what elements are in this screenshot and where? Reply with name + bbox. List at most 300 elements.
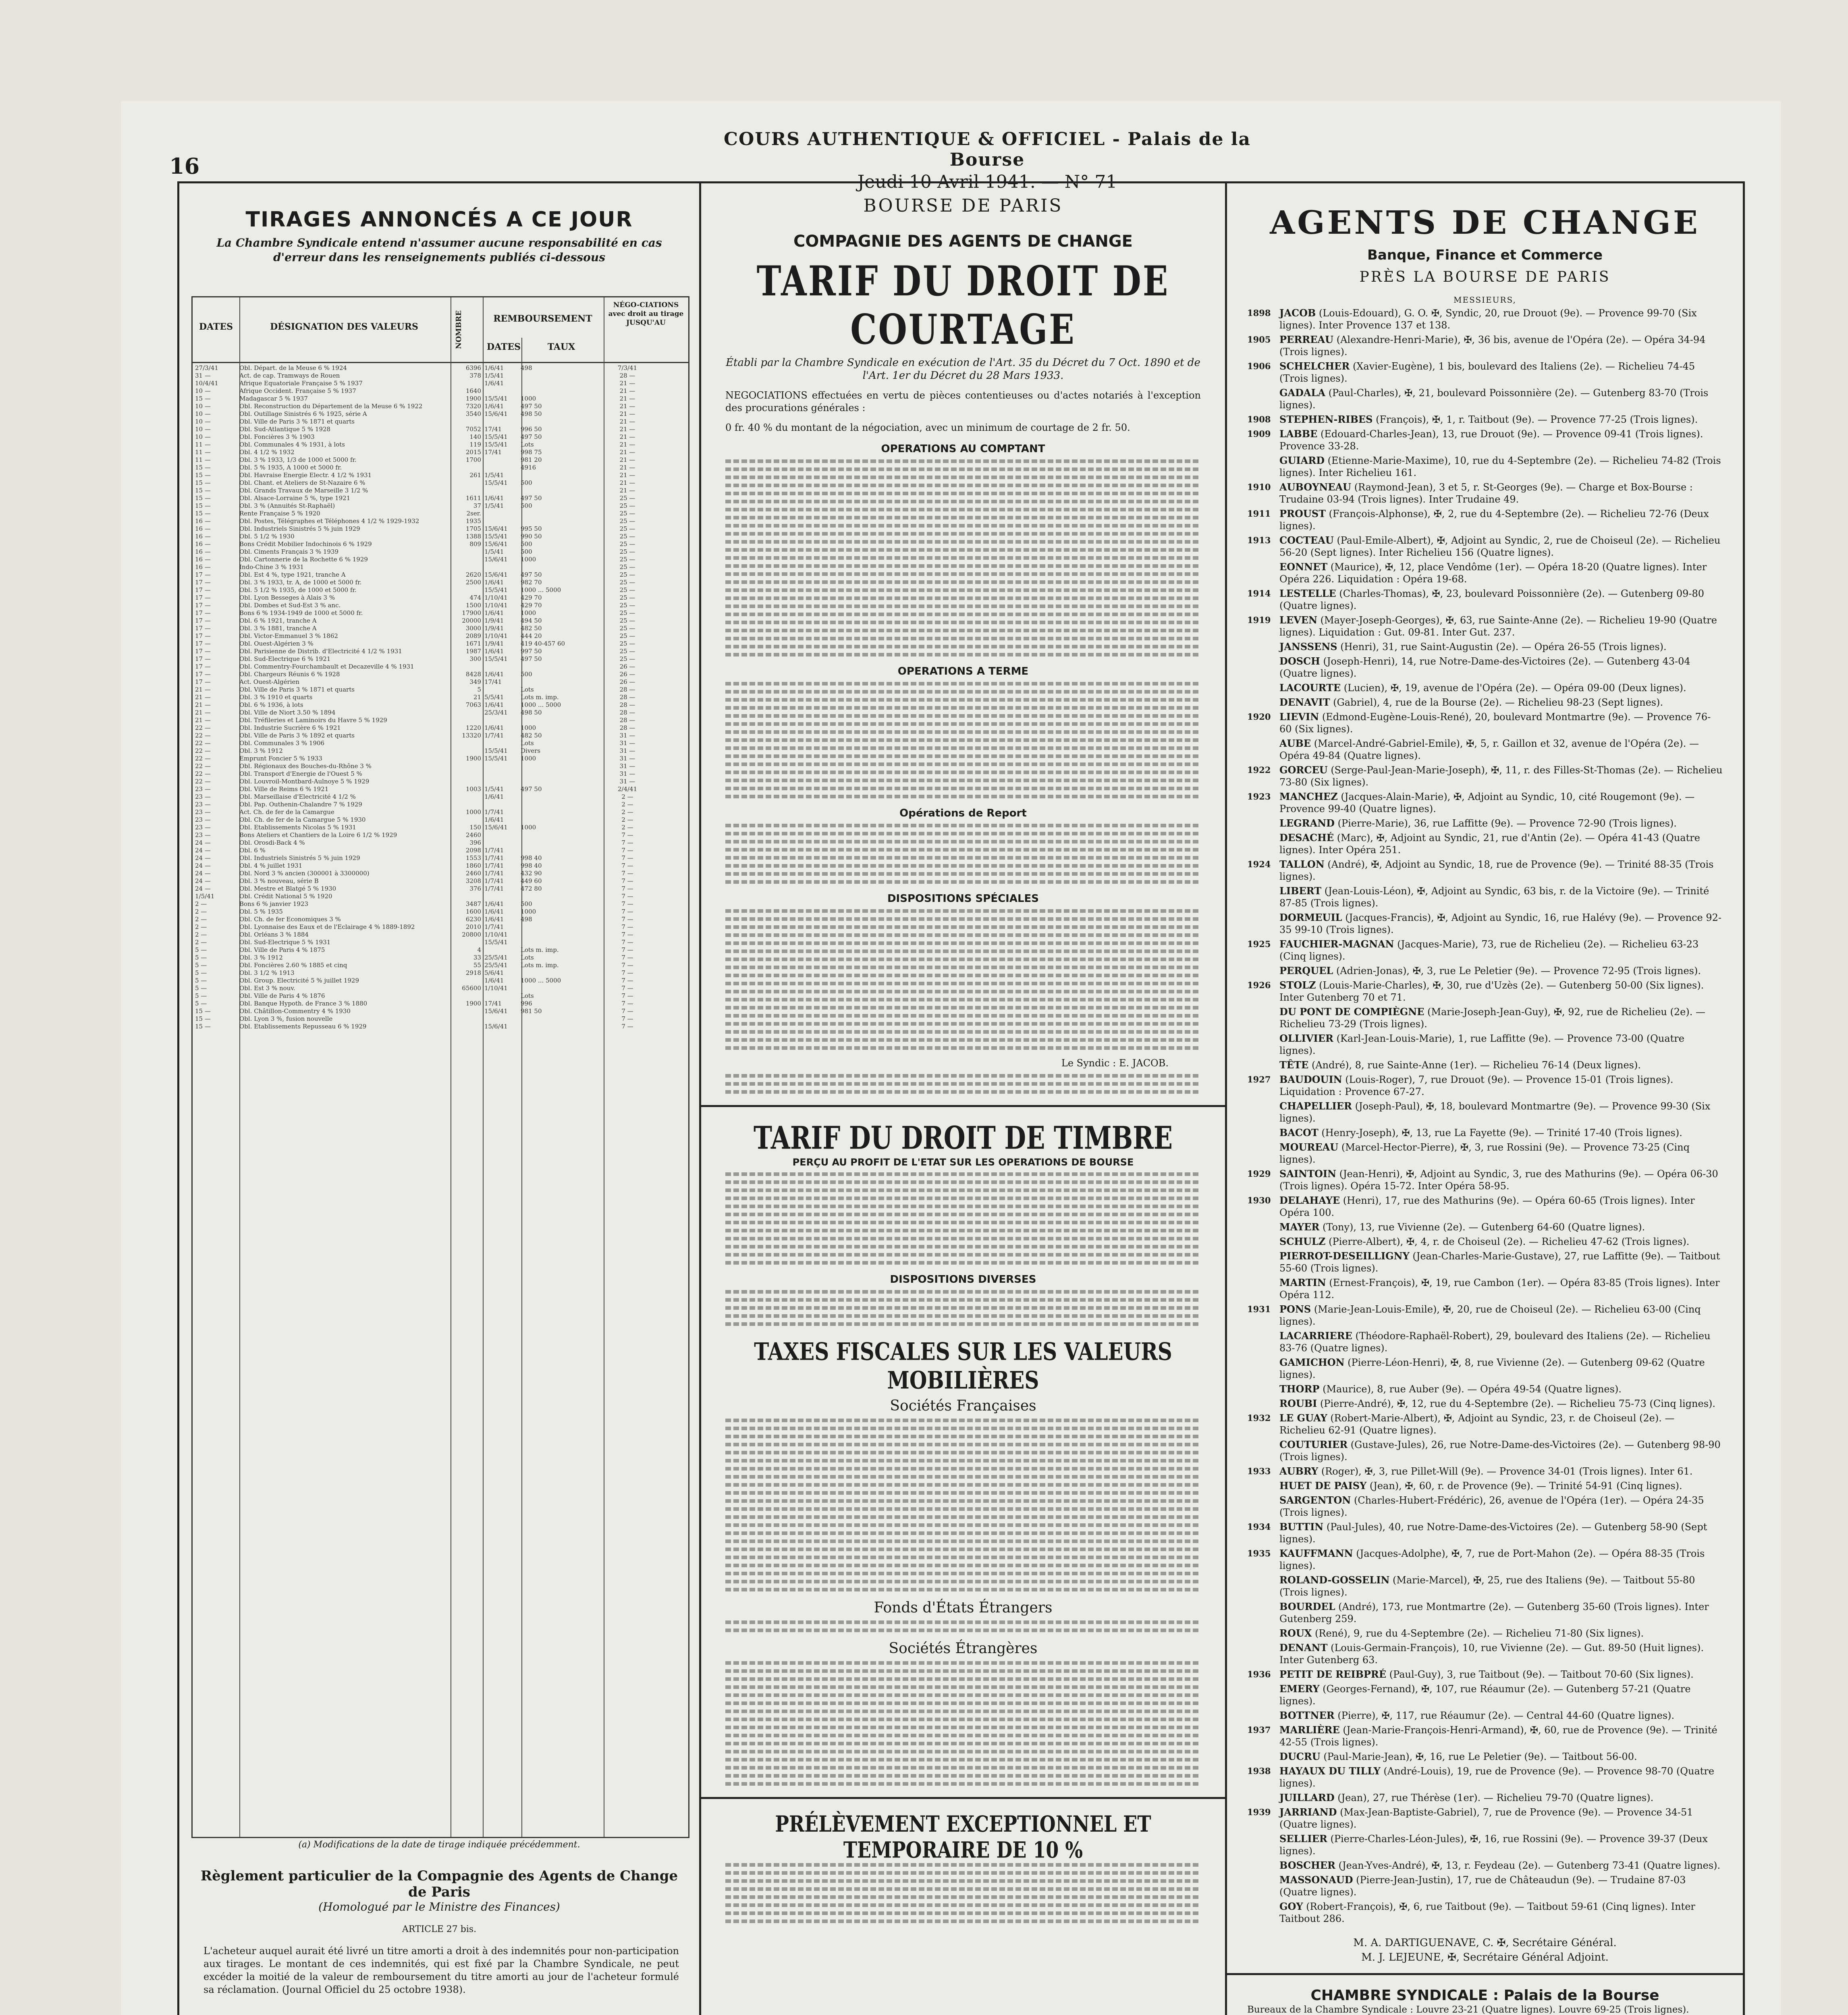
agent-year <box>1247 1277 1279 1301</box>
cell-designation: Obl. Cartonnerie de la Rochette 6 % 1929 <box>239 556 368 563</box>
agent-name: DOSCH <box>1279 655 1320 667</box>
cell-date: 15 — <box>195 464 211 471</box>
cell-nombre <box>449 487 484 494</box>
cell-rb-date: 15/6/41 <box>484 1023 508 1030</box>
agent-name: BACOT <box>1279 1127 1319 1138</box>
agent-details: (Louis-Germain-François), 10, rue Vivienne (2e). — Gut. 89-50 (Huit lignes). Inter Gutenberg 63. <box>1279 1642 1704 1666</box>
agent-details: (Edmond-Eugène-Louis-René), 20, boulevard Montmartre (9e). — Provence 76-60 (Six lignes). <box>1279 711 1711 735</box>
agent-year <box>1247 1383 1279 1395</box>
cell-designation: Obl. Chant. et Ateliers de St-Nazaire 6 % <box>239 479 365 486</box>
agent-name: GUIARD <box>1279 455 1325 466</box>
agent-year: 1925 <box>1247 939 1271 949</box>
table-row <box>193 395 688 403</box>
agent-year <box>1247 455 1279 479</box>
cell-negociations: 25 — <box>619 494 635 502</box>
cell-rb-date: 15/6/41 <box>484 824 508 831</box>
agent-details: (Henri), 31, rue Saint-Augustin (2e). — Opéra 26-55 (Trois lignes). <box>1340 641 1667 652</box>
cell-rb-date: 15/5/41 <box>484 747 508 754</box>
cell-rb-date: 1/6/41 <box>484 916 504 923</box>
agent-entry <box>1247 1548 1723 1572</box>
cell-nombre: 20000 <box>462 617 481 624</box>
agent-details: (Jean-Yves-André), ✠, 13, r. Feydeau (2e). — Gutenberg 73-41 (Quatre lignes). <box>1338 1860 1721 1871</box>
reglement-paragraph: L'acheteur auquel aurait été livré un titre amorti a droit à des indemnités pour non-participation aux tirages. Le montant de ces indemnités, qui est fixé par la Chambre Syndicale, ne peut excéder la moitié de la valeur de remboursement du titre amorti au jour de l'acheteur formulé sa réclamation. (Journal Officiel du 25 octobre 1938). <box>203 1945 679 1995</box>
cell-date: 31 — <box>195 372 211 379</box>
table-row <box>193 1023 688 1030</box>
cell-date: 17 — <box>195 632 211 640</box>
newspaper-page <box>121 101 1781 2015</box>
table-row <box>193 472 688 479</box>
tirages-subtitle: La Chambre Syndicale entend n'assumer aucune responsabilité en cas d'erreur dans les renseignements publiés ci-dessous <box>216 236 662 264</box>
agent-details: (Pierre-Albert), ✠, 4, r. de Choiseul (2e). — Richelieu 47-62 (Trois lignes). <box>1329 1236 1690 1247</box>
cell-negociations: 21 — <box>619 441 635 448</box>
cell-nombre: 3540 <box>465 410 481 418</box>
cell-rb-taux: 990 50 <box>521 533 542 540</box>
cell-nombre <box>449 1008 484 1015</box>
cell-rb-date <box>484 456 521 464</box>
cell-designation: Obl. Tréfileries et Laminoirs du Havre 5 % 1929 <box>239 717 387 724</box>
cell-rb-date <box>484 387 521 395</box>
agent-text <box>1279 1277 1723 1301</box>
cell-date: 2 — <box>195 900 207 908</box>
cell-negociations: 25 — <box>619 586 635 594</box>
cell-nombre: 1671 <box>465 640 481 647</box>
cell-rb-taux <box>521 563 597 571</box>
agent-entry <box>1247 1683 1723 1707</box>
agent-text <box>1279 1100 1723 1124</box>
agent-text <box>1279 1236 1723 1248</box>
cell-negociations: 2/4/41 <box>617 785 637 793</box>
agent-entry <box>1247 1277 1723 1301</box>
cell-rb-taux: 998 40 <box>521 854 542 862</box>
cell-date: 15 — <box>195 510 211 517</box>
agent-name: SELLIER <box>1279 1833 1327 1845</box>
cell-rb-taux: 429 70 <box>521 594 542 601</box>
cell-rb-taux: 482 50 <box>521 625 542 632</box>
agent-text <box>1279 1833 1723 1857</box>
cell-negociations: 31 — <box>619 762 635 770</box>
agent-entry <box>1247 1710 1723 1722</box>
cell-nombre: 396 <box>469 839 481 846</box>
cell-designation: Madagascar 5 % 1937 <box>239 395 308 402</box>
cell-date: 16 — <box>195 517 211 525</box>
cell-nombre <box>449 380 484 387</box>
agent-name: DENANT <box>1279 1642 1328 1654</box>
cell-designation: Obl. Louvroil-Montbard-Aulnoye 5 % 1929 <box>239 778 370 785</box>
cell-negociations: 2 — <box>621 816 633 823</box>
agent-year <box>1247 832 1279 856</box>
agent-entry <box>1247 1100 1723 1124</box>
cell-rb-date: 15/5/41 <box>484 533 508 540</box>
table-row <box>193 671 688 678</box>
agent-details: (Max-Jean-Baptiste-Gabriel), 7, rue de Provence (9e). — Provence 34-51 (Quatre lignes). <box>1279 1807 1693 1830</box>
agent-text <box>1279 1548 1723 1572</box>
cell-rb-taux: 498 50 <box>521 709 542 716</box>
cell-designation: Act. Ouest-Algérien <box>239 678 300 686</box>
agent-details: (Maurice), 8, rue Auber (9e). — Opéra 49-54 (Quatre lignes). <box>1323 1383 1622 1395</box>
cell-designation: Obl. 3 % 1881, tranche A <box>239 625 317 632</box>
cell-date: 17 — <box>195 594 211 601</box>
agent-year: 1909 <box>1247 429 1271 439</box>
cell-nombre: 1003 <box>465 785 481 793</box>
cell-nombre <box>449 893 484 900</box>
agent-entry <box>1247 1806 1723 1830</box>
table-row <box>193 870 688 877</box>
cell-designation: Act. Ch. de fer de la Camargue <box>239 808 334 816</box>
table-row <box>193 625 688 632</box>
agent-entry <box>1247 334 1723 358</box>
cell-date: 17 — <box>195 640 211 647</box>
agent-name: PERQUEL <box>1279 965 1333 976</box>
cell-nombre <box>449 770 484 778</box>
cell-date: 17 — <box>195 617 211 624</box>
agent-details: (Louis-Edouard), G. O. ✠, Syndic, 20, rue Drouot (9e). — Provence 99-70 (Six lignes). Inter Provence 137 et 138. <box>1279 307 1697 331</box>
agent-entry <box>1247 817 1723 829</box>
cell-negociations: 25 — <box>619 525 635 532</box>
agent-year <box>1247 737 1279 762</box>
table-row <box>193 732 688 740</box>
table-row <box>193 494 688 502</box>
cell-rb-taux: 419 40-457 60 <box>521 640 565 647</box>
agent-text <box>1279 1127 1723 1139</box>
cell-designation: Obl. Chargeurs Réunis 6 % 1928 <box>239 671 340 678</box>
cell-rb-taux: 498 50 <box>521 410 542 418</box>
report-heading: Opérations de Report <box>899 807 1027 819</box>
cell-rb-taux <box>521 816 597 824</box>
agent-details: (René), 9, rue du 4-Septembre (2e). — Richelieu 71-80 (Six lignes). <box>1315 1628 1644 1639</box>
agent-name: ROLAND-GOSSELIN <box>1279 1574 1390 1586</box>
societes-francaises-text <box>725 1419 1201 1591</box>
table-row <box>193 701 688 709</box>
cell-date: 17 — <box>195 579 211 586</box>
agent-year: 1924 <box>1247 859 1271 869</box>
cell-date: 17 — <box>195 586 211 594</box>
agent-details: (Jean), 27, rue Thérèse (1er). — Richelieu 79-70 (Quatre lignes). <box>1337 1792 1654 1803</box>
agent-text <box>1279 912 1723 936</box>
cell-rb-taux: 498 <box>521 364 532 372</box>
table-row <box>193 502 688 510</box>
cell-rb-date: 1/5/41 <box>484 785 504 793</box>
cell-negociations: 25 — <box>619 556 635 563</box>
cell-designation: Obl. Foncières 3 % 1903 <box>239 433 315 440</box>
agent-entry <box>1247 1574 1723 1598</box>
table-row <box>193 1000 688 1008</box>
agent-text <box>1279 481 1723 505</box>
agent-year <box>1247 1330 1279 1354</box>
cell-nombre: 1388 <box>465 533 481 540</box>
terme-text <box>725 682 1201 798</box>
cell-negociations: 31 — <box>619 778 635 785</box>
masthead-title: COURS AUTHENTIQUE & OFFICIEL - Palais de la Bourse <box>724 129 1251 170</box>
agent-year <box>1247 1480 1279 1492</box>
cell-rb-date <box>484 762 521 770</box>
cell-nombre <box>449 816 484 824</box>
cell-negociations: 26 — <box>619 671 635 678</box>
agent-text <box>1279 1250 1723 1274</box>
agent-name: PETIT DE REIBPRÉ <box>1279 1668 1387 1680</box>
cell-nombre <box>449 479 484 487</box>
cell-rb-taux: Lots m. imp. <box>521 962 559 969</box>
table-row <box>193 433 688 441</box>
cell-nombre: 17900 <box>462 609 481 617</box>
agent-name: PIERROT-DESEILLIGNY <box>1279 1250 1410 1262</box>
cell-rb-date: 1/10/41 <box>484 602 508 609</box>
cell-rb-taux <box>521 372 597 380</box>
agent-details: (Jean), ✠, 60, r. de Provence (9e). — Trinité 54-91 (Cinq lignes). <box>1369 1480 1682 1492</box>
agent-details: (Jean-Charles-Marie-Gustave), 27, rue Laffitte (9e). — Taitbout 55-60 (Trois lignes). <box>1279 1251 1720 1274</box>
cell-rb-taux <box>521 793 597 801</box>
cell-nombre: 300 <box>469 655 481 663</box>
cell-nombre <box>449 1023 484 1030</box>
table-row <box>193 962 688 969</box>
agent-text <box>1279 588 1723 612</box>
cell-nombre <box>449 418 484 426</box>
terme-heading: OPERATIONS A TERME <box>897 665 1029 677</box>
cell-nombre: 4 <box>477 946 481 953</box>
tirages-column <box>179 183 701 2015</box>
cell-designation: Obl. Dombes et Sud-Est 3 % anc. <box>239 602 341 609</box>
cell-date: 23 — <box>195 831 211 839</box>
agent-text <box>1279 360 1723 384</box>
cell-negociations: 21 — <box>619 410 635 418</box>
agent-entry <box>1247 1751 1723 1763</box>
agent-year <box>1247 1141 1279 1165</box>
cell-designation: Obl. Communales 4 % 1931, à lots <box>239 441 345 448</box>
agent-name: ROUBI <box>1279 1398 1317 1409</box>
cell-date: 16 — <box>195 563 211 571</box>
agent-text <box>1279 334 1723 358</box>
cell-rb-taux: 1000 <box>521 556 536 563</box>
cell-rb-date <box>484 663 521 671</box>
cell-rb-taux: 432 90 <box>521 870 542 877</box>
agent-text <box>1279 534 1723 559</box>
cell-nombre: 2460 <box>465 831 481 839</box>
agent-text <box>1279 938 1723 962</box>
cell-rb-taux <box>521 839 597 847</box>
agent-year: 1923 <box>1247 791 1271 802</box>
cell-designation: Obl. Est 3 % nouv. <box>239 985 295 992</box>
cell-date: 24 — <box>195 862 211 869</box>
cell-date: 17 — <box>195 648 211 655</box>
cell-rb-taux <box>521 801 597 808</box>
cell-nombre <box>449 548 484 556</box>
agent-name: AUBE <box>1279 737 1311 749</box>
cell-date: 16 — <box>195 548 211 555</box>
cell-rb-date: 1/6/41 <box>484 671 504 678</box>
table-row <box>193 770 688 778</box>
cell-rb-taux: Lots <box>521 686 534 693</box>
agent-name: AUBRY <box>1279 1465 1319 1477</box>
cell-rb-date: 25/5/41 <box>484 954 508 961</box>
agent-entry <box>1247 1303 1723 1327</box>
cell-date: 10 — <box>195 433 211 440</box>
agent-year <box>1247 1601 1279 1625</box>
agents-list <box>1247 307 1723 1925</box>
agent-entry <box>1247 979 1723 1003</box>
cell-negociations: 31 — <box>619 740 635 747</box>
agent-year <box>1247 817 1279 829</box>
agent-year <box>1247 1250 1279 1274</box>
cell-nombre: 2098 <box>465 847 481 854</box>
table-row <box>193 403 688 410</box>
agent-year <box>1247 1221 1279 1233</box>
cell-date: 23 — <box>195 785 211 793</box>
agent-entry <box>1247 428 1723 452</box>
cell-designation: Obl. Grands Travaux de Marseille 3 1/2 % <box>239 487 368 494</box>
agent-text <box>1279 1412 1723 1436</box>
cell-rb-taux: 497 50 <box>521 571 542 578</box>
table-row <box>193 954 688 962</box>
cell-designation: Obl. 3 % (Annuités St-Raphaël) <box>239 502 335 509</box>
cell-negociations: 21 — <box>619 456 635 463</box>
agent-year <box>1247 1356 1279 1381</box>
agent-entry <box>1247 1901 1723 1925</box>
agent-text <box>1279 832 1723 856</box>
table-row <box>193 380 688 387</box>
cell-date: 24 — <box>195 839 211 846</box>
cell-negociations: 2 — <box>621 801 633 808</box>
fonds-etrangers-text <box>725 1620 1201 1632</box>
agent-name: BAUDOUIN <box>1279 1074 1342 1085</box>
cell-date: 11 — <box>195 449 211 456</box>
agent-text <box>1279 614 1723 638</box>
cell-rb-date: 15/5/41 <box>484 441 508 448</box>
cell-negociations: 2 — <box>621 793 633 800</box>
table-row <box>193 755 688 762</box>
cell-designation: Bons 6 % 1934-1949 de 1000 et 5000 fr. <box>239 609 363 617</box>
agent-text <box>1279 1480 1723 1492</box>
cell-designation: Obl. Havraise Energie Electr. 4 1/2 % 1931 <box>239 472 372 479</box>
agent-details: (Pierre-Charles-Léon-Jules), ✠, 16, rue Rossini (9e). — Provence 39-37 (Deux lignes). <box>1279 1833 1708 1857</box>
cell-date: 1/5/41 <box>195 893 215 900</box>
table-row <box>193 831 688 839</box>
agent-name: MARTIN <box>1279 1277 1326 1288</box>
cell-negociations: 7 — <box>621 847 633 854</box>
cell-date: 24 — <box>195 847 211 854</box>
table-row <box>193 908 688 916</box>
cell-designation: Obl. Group. Electricité 5 % juillet 1929 <box>239 977 359 984</box>
cell-designation: Obl. Ch. de fer Economiques 3 % <box>239 916 341 923</box>
cell-negociations: 7/3/41 <box>617 364 637 372</box>
cell-designation: Obl. Banque Hypoth. de France 3 % 1880 <box>239 1000 368 1007</box>
cell-nombre: 65600 <box>462 985 481 992</box>
agent-year: 1935 <box>1247 1548 1271 1558</box>
cell-rb-taux: 981 50 <box>521 1008 542 1015</box>
cell-designation: Obl. Crédit National 5 % 1920 <box>239 893 332 900</box>
cell-rb-date: 5/5/41 <box>484 694 504 701</box>
cell-rb-taux <box>521 831 597 839</box>
cell-rb-taux: 1000 ... 5000 <box>521 586 561 594</box>
agent-year: 1929 <box>1247 1169 1271 1179</box>
cell-negociations: 21 — <box>619 487 635 494</box>
agent-entry <box>1247 561 1723 585</box>
cell-rb-date: 1/5/41 <box>484 548 504 555</box>
agent-text <box>1279 1668 1723 1681</box>
cell-negociations: 2 — <box>621 808 633 816</box>
agent-text <box>1279 1574 1723 1598</box>
agent-details: (Pierre), ✠, 117, rue Réaumur (2e). — Central 44-60 (Quatre lignes). <box>1337 1710 1675 1721</box>
cell-rb-date <box>484 464 521 472</box>
cell-negociations: 21 — <box>619 479 635 486</box>
cell-negociations: 7 — <box>621 916 633 923</box>
cell-nombre: 6396 <box>465 364 481 372</box>
cell-rb-taux: 1000 <box>521 908 536 915</box>
cell-negociations: 25 — <box>619 548 635 555</box>
table-row <box>193 449 688 456</box>
cell-nombre <box>449 762 484 770</box>
cell-negociations: 7 — <box>621 977 633 984</box>
cell-rb-date: 1/9/41 <box>484 625 504 632</box>
cell-nombre <box>449 977 484 985</box>
col-rb-taux: TAUX <box>547 342 575 352</box>
cell-rb-taux: 449 60 <box>521 877 542 885</box>
cell-designation: Obl. 5 % 1935, A 1000 et 5000 fr. <box>239 464 342 471</box>
cell-rb-date <box>484 992 521 1000</box>
cell-rb-taux <box>521 717 597 724</box>
cell-rb-taux: 494 50 <box>521 617 542 624</box>
cell-designation: Obl. Outillage Sinistrés 6 % 1925, série A <box>239 410 367 418</box>
cell-rb-taux <box>521 418 597 426</box>
agent-year: 1939 <box>1247 1807 1271 1817</box>
cell-designation: Obl. 3 % 1910 et quarts <box>239 694 313 701</box>
table-row <box>193 977 688 985</box>
reglement <box>191 1868 687 1913</box>
cell-rb-date: 17/41 <box>484 426 502 433</box>
cell-rb-date <box>484 517 521 525</box>
cell-nombre: 3000 <box>465 625 481 632</box>
cell-rb-taux: Lots m. imp. <box>521 946 559 953</box>
agent-details: (Paul-Guy), 3, rue Taitbout (9e). — Taitbout 70-60 (Six lignes). <box>1389 1669 1694 1680</box>
agent-details: (Marcel-Hector-Pierre), ✠, 3, rue Rossini (9e). — Provence 73-25 (Cinq lignes). <box>1279 1142 1690 1165</box>
cell-designation: Obl. Reconstruction du Département de la Meuse 6 % 1922 <box>239 403 423 410</box>
chambre-syndicale-lines <box>1247 2004 1723 2015</box>
agent-entry <box>1247 938 1723 962</box>
table-row <box>193 709 688 717</box>
agent-text <box>1279 696 1723 708</box>
table-row <box>193 617 688 625</box>
agent-name: OLLIVIER <box>1279 1032 1333 1044</box>
compagnie-heading: COMPAGNIE DES AGENTS DE CHANGE <box>793 232 1133 251</box>
table-row <box>193 540 688 548</box>
agent-details: (Gabriel), 4, rue de la Bourse (2e). — Richelieu 98-23 (Sept lignes). <box>1333 697 1663 708</box>
agent-year <box>1247 1127 1279 1139</box>
cell-rb-taux: 1000 ... 5000 <box>521 977 561 984</box>
agent-year: 1920 <box>1247 712 1271 722</box>
table-row <box>193 456 688 464</box>
cell-date: 15 — <box>195 479 211 486</box>
agent-name: ROUX <box>1279 1627 1312 1639</box>
agent-name: EONNET <box>1279 561 1328 573</box>
agent-details: (Paul-Emile-Albert), ✠, Adjoint au Syndic, 2, rue de Choiseul (2e). — Richelieu 56-20 (Sept lignes). Inter Richelieu 156 (Quatre lignes). <box>1279 535 1721 558</box>
cell-nombre: 2089 <box>465 632 481 640</box>
agent-year <box>1247 1006 1279 1030</box>
cell-negociations: 25 — <box>619 625 635 632</box>
section-rule <box>701 1105 1225 1107</box>
timbre-subtitle: PERÇU AU PROFIT DE L'ETAT SUR LES OPERATIONS DE BOURSE <box>792 1157 1134 1168</box>
cell-negociations: 7 — <box>621 885 633 892</box>
cell-designation: Obl. Ville de Paris 4 % 1876 <box>239 992 325 999</box>
cell-negociations: 21 — <box>619 472 635 479</box>
agent-details: (Jacques-Adolphe), ✠, 7, rue de Port-Mahon (2e). — Opéra 88-35 (Trois lignes). <box>1279 1548 1705 1571</box>
agent-details: (Marie-Jean-Louis-Emile), ✠, 20, rue de Choiseul (2e). — Richelieu 63-00 (Cinq lignes). <box>1279 1304 1701 1327</box>
page-number: 16 <box>169 153 200 179</box>
agent-year <box>1247 641 1279 653</box>
agent-details: (Joseph-Paul), ✠, 18, boulevard Montmartre (9e). — Provence 99-30 (Six lignes). <box>1279 1101 1711 1124</box>
cell-rb-taux <box>521 510 597 517</box>
agent-details: (Jacques-Francis), ✠, Adjoint au Syndic, 16, rue Halévy (9e). — Provence 92-35 99-10 (Trois lignes). <box>1279 912 1721 935</box>
agent-entry <box>1247 832 1723 856</box>
table-row <box>193 364 688 372</box>
agent-details: (Raymond-Jean), 3 et 5, r. St-Georges (9e). — Charge et Box-Bourse : Trudaine 03-94 (Trois lignes). Inter Trudaine 49. <box>1279 482 1693 505</box>
